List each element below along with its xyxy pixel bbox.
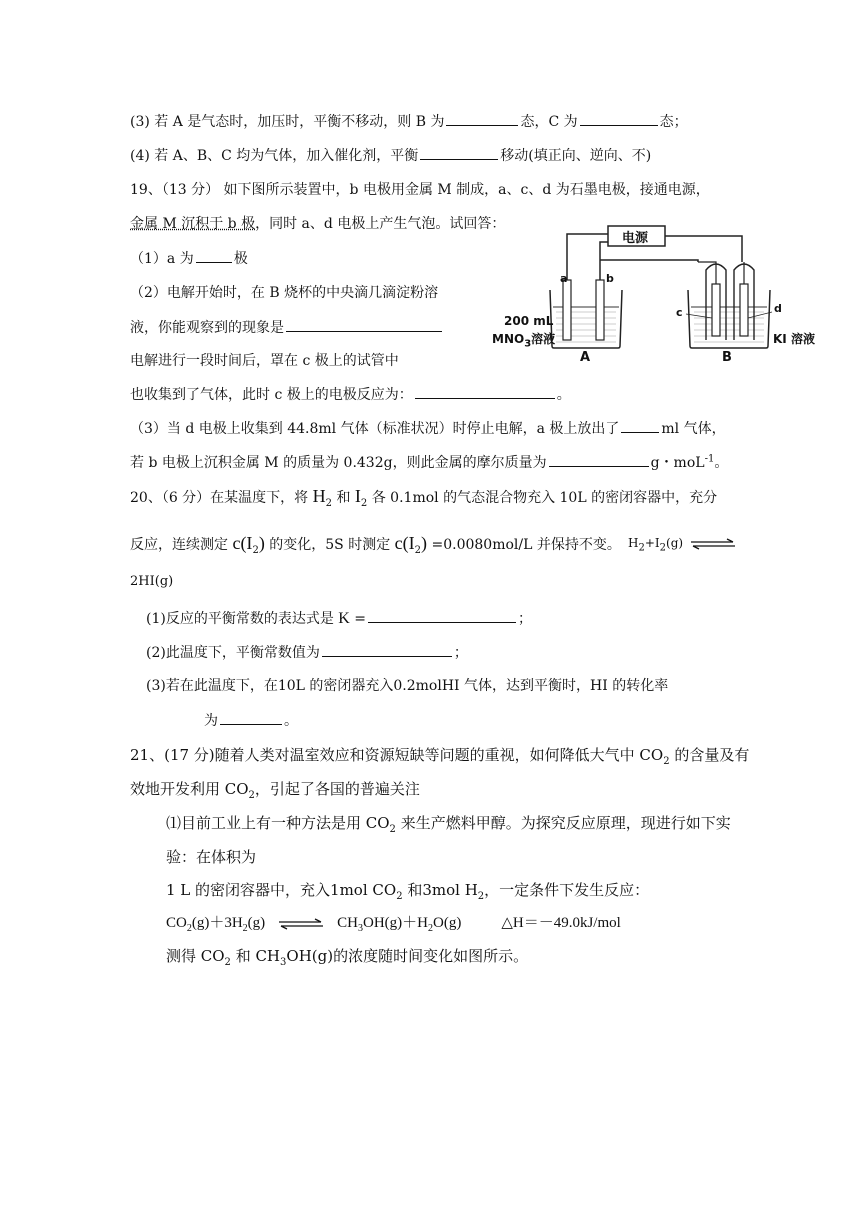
q19-part3-line2 (130, 452, 728, 473)
answer-blank[interactable] (621, 418, 659, 433)
q21-p1-e: 测得 CO (166, 947, 225, 965)
q19-part2-end: 。 (556, 387, 571, 403)
q21-rx-sub3: 3 (358, 923, 364, 934)
q21-rx-dh: △H＝－49.0kJ/mol (501, 915, 621, 931)
q19-part2-line3 (130, 351, 399, 371)
q21-p1-e3: OH(g)的浓度随时间变化如图所示。 (286, 947, 529, 965)
q21-p1-e2: 和 CH (230, 947, 281, 965)
q20-product-text: 2HI(g) (130, 574, 174, 589)
q19-part2-text-b: 液，你能观察到的现象是 (130, 320, 284, 336)
q21-part1-line5 (166, 946, 528, 966)
power-label: 电源 (622, 231, 649, 246)
q21-rx-e: OH(g)＋H (363, 915, 429, 931)
q21-rx-sub1: 2 (186, 923, 192, 934)
q21-p1-d3: ，一定条件下发生反应： (484, 881, 650, 899)
q20-sub2-text: (2)此温度下，平衡常数值为 (146, 645, 320, 661)
q20-sub2 (146, 642, 468, 663)
q21-line2 (130, 779, 420, 799)
q19-part1-text-a: （1）a 为 (130, 251, 194, 267)
answer-blank[interactable] (196, 248, 232, 263)
beaker-b-label: B (722, 350, 732, 365)
apparatus-diagram (490, 222, 820, 372)
q19-part1-text-b: 极 (233, 251, 248, 267)
q19-part2-line1 (130, 283, 438, 303)
q19-line2 (130, 214, 505, 234)
q20-ci2-close-2: ) (421, 533, 428, 553)
q20-sub1 (146, 608, 532, 629)
q18-part4 (130, 145, 651, 166)
left-solution-text: MNO (492, 332, 525, 346)
q21-line2-a: 效地开发利用 CO (130, 780, 249, 798)
q20-line2-a: 反应，连续测定 (130, 537, 233, 553)
q21-p1-e-sub: 2 (224, 957, 231, 968)
q21-part1-line2 (166, 847, 256, 867)
q20-text-a: 20、（6 分）在某温度下，将 (130, 490, 313, 506)
q20-ci2-2: c(I (394, 533, 415, 553)
q19-part3-text-c: 若 b 电极上沉积金属 M 的质量为 0.432g，则此金属的摩尔质量为 (130, 455, 547, 471)
q20-react-sub2: 2 (659, 542, 667, 554)
q21-rx-f: O(g) (433, 915, 462, 931)
answer-blank[interactable] (549, 452, 649, 467)
q20-h2-sub: 2 (325, 497, 332, 509)
electrode-b (596, 280, 604, 340)
q19-part1 (130, 248, 248, 269)
q20-react-sub1: 2 (638, 542, 645, 554)
q21-line2-b: ，引起了各国的普遍关注 (254, 780, 420, 798)
q20-ci2-1: c(I (232, 533, 253, 553)
q21-rx-sub4: 2 (428, 923, 434, 934)
q19-part2-line2 (130, 317, 444, 338)
q19-part2-line4 (130, 384, 571, 405)
q20-sub3-text: (3)若在此温度下，在10L 的密闭器充入0.2molHI 气体，达到平衡时，HI 的转化率 (146, 678, 669, 694)
left-solution-text2: 溶液 (531, 332, 556, 346)
q19-heading (130, 180, 710, 200)
q20-h2: H (312, 486, 326, 506)
q20-and: 和 (332, 490, 355, 506)
electrode-d (740, 284, 748, 336)
q18-part4-text-a: (4) 若 A、B、C 均为气体，加入催化剂，平衡 (130, 148, 419, 164)
answer-blank[interactable] (220, 710, 282, 725)
q20-line2 (130, 533, 621, 555)
q19-part2-text-a: （2）电解开始时，在 B 烧杯的中央滴几滴淀粉溶 (130, 285, 439, 301)
q20-i2: I (354, 486, 361, 506)
answer-blank[interactable] (446, 111, 518, 126)
q21-heading-sub: 2 (663, 756, 670, 767)
q21-heading (130, 745, 749, 765)
beaker-a-label: A (580, 350, 591, 365)
q21-p1-sub: 2 (389, 824, 396, 835)
left-solution-label (492, 330, 556, 350)
q19-part3-text-b: ml 气体， (661, 421, 726, 437)
q21-reaction-equation (166, 913, 621, 933)
q21-part1-line1 (166, 813, 731, 833)
electrode-a (563, 280, 571, 340)
wire-c (600, 260, 698, 262)
q21-p1-a: ⑴目前工业上有一种方法是用 CO (166, 814, 390, 832)
answer-blank[interactable] (420, 145, 498, 160)
q21-p1-e-sub2: 3 (280, 957, 287, 968)
q20-ci2-close-1: ) (258, 533, 265, 553)
equilibrium-arrow-icon (689, 538, 737, 550)
wire-a (567, 234, 608, 280)
q18-part3-text-a: (3) 若 A 是气态时，加压时，平衡不移动，则 B 为 (130, 114, 445, 130)
q20-line2-c: =0.0080mol/L 并保持不变。 (427, 537, 621, 553)
answer-blank[interactable] (286, 317, 442, 332)
q19-part3-sup: -1 (704, 453, 715, 465)
q19-part3-text-a: （3）当 d 电极上收集到 44.8ml 气体（标准状况）时停止电解，a 极上放出了 (130, 421, 620, 437)
q19-dotted-text: 金属 M 沉积于 b 极 (130, 216, 256, 232)
q20-sub3-end: 。 (284, 713, 298, 729)
q19-part3-unit: g・moL (650, 455, 705, 471)
q21-rx-c: (g) (247, 915, 266, 931)
beaker-a (550, 290, 622, 348)
label-d: d (774, 302, 782, 315)
electrolysis-apparatus-figure (490, 222, 820, 372)
q20-react-h: H (628, 536, 639, 550)
q21-p1-c: 验：在体积为 (166, 848, 257, 866)
q21-line2-sub: 2 (248, 790, 255, 801)
q18-part4-text-b: 移动(填正向、逆向、不) (500, 148, 652, 164)
q19-part3-line1 (130, 418, 726, 439)
right-solution-label: KI 溶液 (773, 332, 815, 346)
q20-heading (130, 486, 717, 508)
q18-part3-text-c: 态； (659, 114, 688, 130)
answer-blank[interactable] (580, 111, 658, 126)
q20-k-symbol: K (338, 610, 350, 627)
answer-blank[interactable] (415, 384, 555, 399)
q21-rx-ch: CH (337, 915, 359, 931)
q21-rx-sub2: 2 (242, 923, 248, 934)
q20-react-g: (g) (666, 536, 684, 550)
q21-heading-a: 21、(17 分)随着人类对温室效应和资源短缺等问题的重视，如何降低大气中 CO (130, 746, 664, 764)
q20-line2-b: 的变化，5S 时测定 (264, 537, 395, 553)
q20-product (130, 572, 173, 592)
wire-d (665, 236, 742, 262)
q21-part1-line3 (166, 880, 649, 900)
q21-p1-d2: 和3mol H (402, 881, 478, 899)
q19-part3-end: 。 (714, 455, 729, 471)
label-a: a (560, 272, 568, 285)
left-volume-label: 200 mL (504, 314, 554, 328)
label-b: b (606, 272, 614, 285)
q21-rx-co: CO (166, 915, 187, 931)
q20-ci2-sub-1: 2 (252, 544, 259, 556)
electrode-c (712, 284, 720, 336)
q21-heading-b: 的含量及有 (669, 746, 750, 764)
q21-p1-b: 来生产燃料甲醇。为探究反应原理，现进行如下实 (395, 814, 731, 832)
q21-p1-d-sub2: 2 (477, 891, 485, 902)
q20-sub3-b: 为 (204, 713, 218, 729)
q20-ci2-sub-2: 2 (414, 544, 422, 556)
q21-rx-b: (g)＋3H (191, 915, 243, 931)
q18-part3 (130, 111, 688, 132)
left-solution-sub: 3 (524, 338, 532, 350)
q20-sub3 (146, 676, 668, 696)
q20-i2-sub: 2 (360, 497, 368, 509)
q20-text-b: 各 0.1mol 的气态混合物充入 10L 的密闭容器中，充分 (367, 490, 718, 506)
q19-heading-text: 19、（13 分） 如下图所示装置中，b 电极用金属 M 制成，a、c、d 为石墨电极，接通电源， (130, 182, 710, 198)
q21-p1-d-sub: 2 (396, 891, 403, 902)
q19-part2-text-d: 也收集到了气体，此时 c 极上的电极反应为： (130, 387, 413, 403)
q20-sub3-line2 (204, 710, 298, 731)
q20-k-eq: = (349, 611, 367, 627)
answer-blank[interactable] (322, 642, 452, 657)
beaker-b (688, 290, 770, 348)
q20-sub1-end: ； (518, 611, 533, 627)
q20-sub1-text: (1)反应的平衡常数的表达式是 (146, 611, 339, 627)
q20-reaction (628, 533, 743, 553)
equilibrium-arrow-icon (277, 918, 325, 930)
q20-sub2-end: ； (453, 645, 468, 661)
q20-react-i: +I (644, 536, 660, 550)
q21-p1-d: 1 L 的密闭容器中，充入1mol CO (166, 881, 397, 899)
q18-part3-text-b: 态，C 为 (520, 114, 578, 130)
label-c: c (676, 306, 683, 319)
q19-line2-rest: ，同时 a、d 电极上产生气泡。试回答： (255, 216, 506, 232)
q19-part2-text-c: 电解进行一段时间后，罩在 c 极上的试管中 (130, 353, 399, 369)
answer-blank[interactable] (368, 608, 516, 623)
